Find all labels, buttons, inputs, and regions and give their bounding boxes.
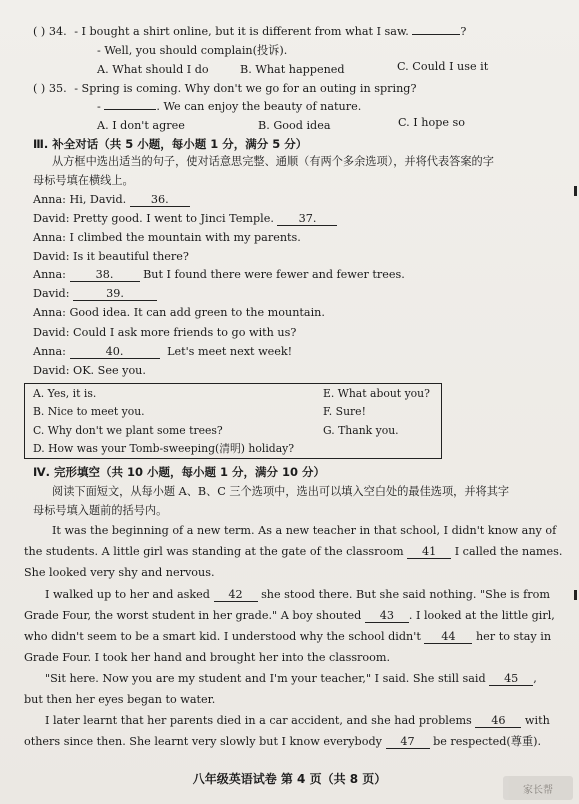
blank-43 (365, 610, 409, 623)
blank-38-number: 38. (95, 268, 114, 281)
blank-43-number: 43 (379, 609, 394, 622)
blank-39 (73, 288, 157, 301)
passage-text: I walked up to her and asked (45, 588, 210, 601)
q35-number: ( ) 35. (33, 82, 67, 95)
binding-mark (574, 186, 577, 196)
q34-question: - I bought a shirt online, but it is different from what I saw. (74, 25, 409, 38)
dialogue-text: David: (33, 287, 70, 300)
passage-line (24, 735, 541, 749)
blank-47-number: 47 (400, 735, 415, 748)
passage-text: be respected(尊重). (433, 735, 542, 748)
q34-option-b: B. What happened (240, 63, 345, 76)
q34-question-mark: ? (460, 25, 467, 38)
section4-instructions-1: 阅读下面短文，从每小题 A、B、C 三个选项中，选出可以填入空白处的最佳选项，并将其字 (52, 485, 510, 498)
passage-text: Grade Four, the worst student in her grade." A boy shouted (24, 609, 362, 622)
dialogue-line-6 (33, 287, 157, 301)
passage-line (45, 588, 550, 602)
dialogue-text: But I found there were fewer and fewer trees. (143, 268, 405, 281)
blank-40 (70, 346, 160, 359)
passage-text: with (524, 714, 550, 727)
blank-42-number: 42 (228, 588, 243, 601)
binding-mark (574, 590, 577, 600)
watermark-logo: 家长帮 (503, 776, 573, 800)
box-option-e: E. What about you? (323, 387, 430, 400)
box-option-f: F. Sure! (323, 405, 366, 418)
q35-option-b: B. Good idea (258, 119, 331, 132)
passage-text: the students. A little girl was standing at the gate of the classroom (24, 545, 404, 558)
section3-instructions-1: 从方框中选出适当的句子，使对话意思完整、通顺（有两个多余选项），并将代表答案的字 (52, 155, 494, 168)
box-option-c: C. Why don't we plant some trees? (33, 424, 223, 437)
blank-39-number: 39. (106, 287, 124, 300)
blank-44 (424, 631, 472, 644)
blank-41-number: 41 (422, 545, 437, 558)
section4-instructions-2: 母标号填入题前的括号内。 (33, 504, 168, 517)
blank-47 (386, 736, 430, 749)
dialogue-line-10: David: OK. See you. (33, 364, 146, 377)
passage-text: , (533, 672, 537, 685)
blank-45 (489, 673, 533, 686)
blank-37 (277, 213, 337, 226)
passage-text: she stood there. But she said nothing. "She is from (261, 588, 550, 601)
dialogue-line-1 (33, 193, 190, 207)
blank-38 (70, 269, 140, 282)
q34-option-c: C. Could I use it (397, 60, 489, 73)
q35-blank (104, 109, 156, 110)
blank-44-number: 44 (441, 630, 456, 643)
dialogue-text: Anna: (33, 268, 66, 281)
passage-line (24, 609, 555, 623)
passage-text: her to stay in (475, 630, 552, 643)
blank-46-number: 46 (491, 714, 506, 727)
box-option-a: A. Yes, it is. (33, 387, 97, 400)
dialogue-line-2 (33, 212, 337, 226)
passage-text: . I looked at the little girl, (408, 609, 555, 622)
q35-reply-text: . We can enjoy the beauty of nature. (156, 100, 362, 113)
q35-reply: - . We can enjoy the beauty of nature. (97, 100, 362, 113)
q34-option-a: A. What should I do (97, 63, 209, 76)
passage-line: She looked very shy and nervous. (24, 566, 215, 579)
q34-blank (412, 34, 460, 35)
passage-text: I later learnt that her parents died in a car accident, and she had problems (45, 714, 472, 727)
passage-text: I called the names. (454, 545, 563, 558)
blank-45-number: 45 (504, 672, 519, 685)
q34-line (33, 25, 466, 39)
dialogue-line-7: Anna: Good idea. It can add green to the mountain. (33, 306, 325, 319)
q35-option-a: A. I don't agree (97, 119, 185, 132)
blank-40-number: 40. (105, 345, 124, 358)
blank-36-number: 36. (150, 193, 169, 206)
dialogue-text: David: Pretty good. I went to Jinci Temple. (33, 212, 274, 225)
passage-line: Grade Four. I took her hand and brought her into the classroom. (24, 651, 391, 664)
q34-number: ( ) 34. (33, 25, 67, 38)
dialogue-text: Anna: Hi, David. (33, 193, 127, 206)
dialogue-line-4: David: Is it beautiful there? (33, 250, 189, 263)
passage-line (45, 672, 537, 686)
blank-37-number: 37. (298, 212, 317, 225)
box-option-g: G. Thank you. (323, 424, 399, 437)
q34-reply: - Well, you should complain(投诉). (97, 44, 288, 57)
blank-41 (407, 546, 451, 559)
dialogue-line-3: Anna: I climbed the mountain with my parents. (33, 231, 301, 244)
box-option-d: D. How was your Tomb-sweeping(清明) holiday? (33, 442, 295, 455)
passage-text: who didn't seem to be a smart kid. I understood why the school didn't (24, 630, 421, 643)
passage-text: "Sit here. Now you are my student and I'm your teacher," I said. She still said (45, 672, 486, 685)
options-box (24, 383, 442, 459)
dialogue-text: Anna: (33, 345, 66, 358)
passage-line: It was the beginning of a new term. As a new teacher in that school, I didn't know any of (52, 524, 557, 537)
dialogue-line-8: David: Could I ask more friends to go with us? (33, 326, 297, 339)
passage-line (24, 630, 551, 644)
page-footer: 八年级英语试卷 第 4 页（共 8 页） (192, 772, 387, 786)
passage-line (45, 714, 550, 728)
dialogue-line-5 (33, 268, 405, 282)
dialogue-text: Let's meet next week! (167, 345, 293, 358)
blank-36 (130, 194, 190, 207)
dialogue-line-9 (33, 345, 292, 359)
box-option-b: B. Nice to meet you. (33, 405, 145, 418)
passage-line: but then her eyes began to water. (24, 693, 216, 706)
q35-question: - Spring is coming. Why don't we go for an outing in spring? (74, 82, 417, 95)
blank-46 (475, 715, 521, 728)
section4-title: Ⅳ. 完形填空（共 10 小题，每小题 1 分，满分 10 分） (33, 465, 326, 479)
q35-option-c: C. I hope so (398, 116, 466, 129)
blank-42 (214, 589, 258, 602)
passage-text: others since then. She learnt very slowly but I know everybody (24, 735, 382, 748)
q35-line (33, 82, 416, 96)
section3-instructions-2: 母标号填在横线上。 (33, 174, 134, 187)
passage-line (24, 545, 562, 559)
section3-title: Ⅲ. 补全对话（共 5 小题，每小题 1 分，满分 5 分） (33, 137, 308, 151)
